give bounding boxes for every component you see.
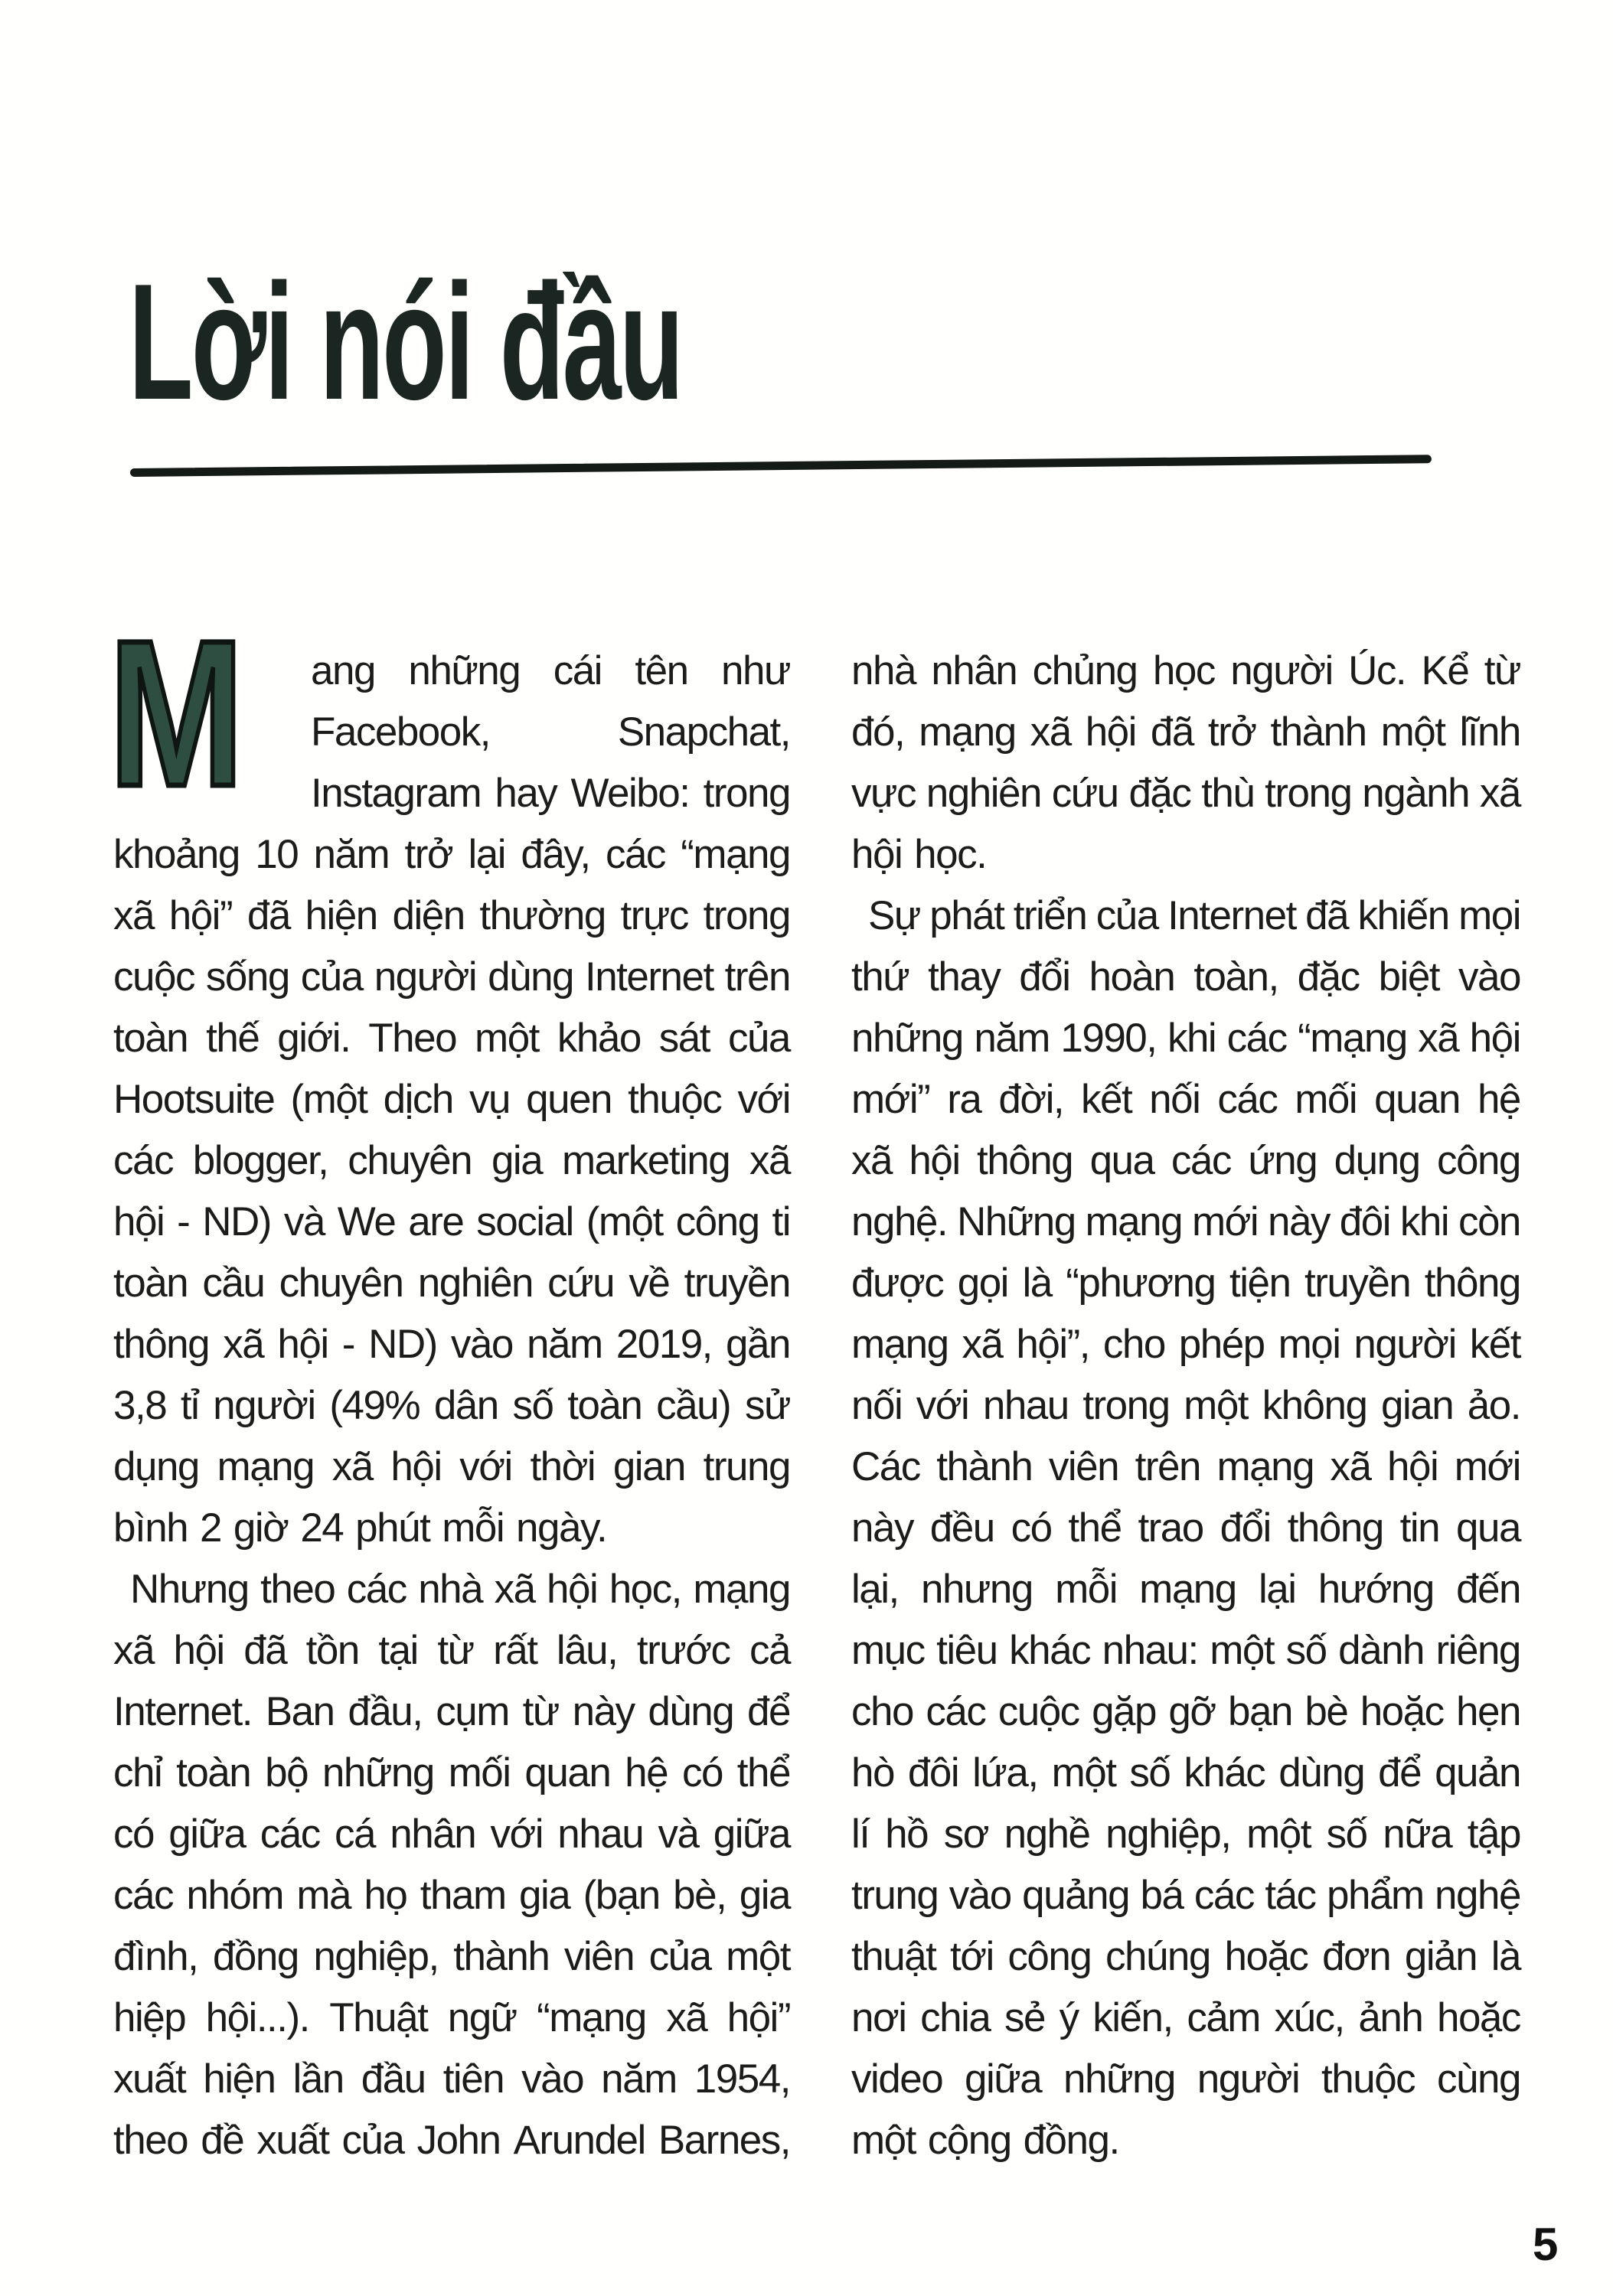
text-line: đó, mạng xã hội đã trở thành một lĩnh xyxy=(851,709,1520,755)
text-line: hiệp hội...). Thuật ngữ “mạng xã hội” xyxy=(113,1995,790,2040)
text-line: trung vào quảng bá các tác phẩm nghệ xyxy=(851,1873,1520,1918)
text-line: một cộng đồng. xyxy=(851,2118,1119,2163)
text-line: chỉ toàn bộ những mối quan hệ có thể xyxy=(113,1750,790,1795)
dropcap-letter: M xyxy=(109,597,244,830)
text-line: các blogger, chuyên gia marketing xã xyxy=(113,1138,790,1183)
text-line: xã hội” đã hiện diện thường trực trong xyxy=(113,893,790,938)
page-number: 5 xyxy=(1533,2219,1559,2270)
text-line: hò đôi lứa, một số khác dùng để quản xyxy=(851,1750,1520,1795)
text-line: hội - ND) và We are social (một công ti xyxy=(113,1199,790,1244)
text-line: Nhưng theo các nhà xã hội học, mạng xyxy=(130,1567,790,1612)
text-line: các nhóm mà họ tham gia (bạn bè, gia xyxy=(113,1873,790,1918)
text-line: thông xã hội - ND) vào năm 2019, gần xyxy=(113,1322,790,1367)
text-line: theo đề xuất của John Arundel Barnes, xyxy=(113,2118,790,2163)
text-line: Sự phát triển của Internet đã khiến mọi xyxy=(868,893,1520,938)
text-line: mục tiêu khác nhau: một số dành riêng xyxy=(851,1628,1520,1673)
text-line: đình, đồng nghiệp, thành viên của một xyxy=(113,1934,790,1979)
text-line: những năm 1990, khi các “mạng xã hội xyxy=(851,1016,1520,1061)
text-line: có giữa các cá nhân với nhau và giữa xyxy=(113,1812,790,1857)
text-line: khoảng 10 năm trở lại đây, các “mạng xyxy=(113,832,790,877)
text-line: nơi chia sẻ ý kiến, cảm xúc, ảnh hoặc xyxy=(851,1995,1520,2040)
text-line: mới” ra đời, kết nối các mối quan hệ xyxy=(851,1077,1520,1122)
text-line: xuất hiện lần đầu tiên vào năm 1954, xyxy=(113,2056,790,2102)
right-text-column xyxy=(851,641,1520,2171)
text-line: thứ thay đổi hoàn toàn, đặc biệt vào xyxy=(851,954,1520,1000)
text-line: cuộc sống của người dùng Internet trên xyxy=(113,954,790,1000)
text-line: hội học. xyxy=(851,832,987,877)
text-line: dụng mạng xã hội với thời gian trung xyxy=(113,1444,790,1489)
title-underline-rule xyxy=(130,455,1432,477)
text-line: thuật tới công chúng hoặc đơn giản là xyxy=(851,1934,1520,1979)
text-line: nghệ. Những mạng mới này đôi khi còn xyxy=(851,1199,1520,1244)
text-line: lại, nhưng mỗi mạng lại hướng đến xyxy=(851,1567,1520,1612)
text-line: video giữa những người thuộc cùng xyxy=(851,2056,1520,2102)
left-text-column xyxy=(113,641,790,2171)
text-line: 3,8 tỉ người (49% dân số toàn cầu) sử xyxy=(113,1383,790,1428)
text-line: toàn thế giới. Theo một khảo sát của xyxy=(113,1016,790,1061)
text-line: nhà nhân chủng học người Úc. Kể từ xyxy=(851,648,1520,693)
page-title: Lời nói đầu xyxy=(129,249,682,434)
text-line: Internet. Ban đầu, cụm từ này dùng để xyxy=(113,1689,790,1734)
text-line: cho các cuộc gặp gỡ bạn bè hoặc hẹn xyxy=(851,1689,1520,1734)
text-line: mạng xã hội”, cho phép mọi người kết xyxy=(851,1322,1520,1367)
text-line: bình 2 giờ 24 phút mỗi ngày. xyxy=(113,1505,607,1551)
text-line: vực nghiên cứu đặc thù trong ngành xã xyxy=(851,771,1520,816)
text-line: xã hội thông qua các ứng dụng công xyxy=(851,1138,1520,1183)
text-line: này đều có thể trao đổi thông tin qua xyxy=(851,1505,1520,1551)
text-line: toàn cầu chuyên nghiên cứu về truyền xyxy=(113,1261,790,1306)
text-line: Instagram hay Weibo: trong xyxy=(311,771,790,816)
text-line: Facebook, Snapchat, xyxy=(311,709,790,755)
text-line: ang những cái tên như xyxy=(311,648,790,693)
text-line: Các thành viên trên mạng xã hội mới xyxy=(851,1444,1520,1489)
text-line: xã hội đã tồn tại từ rất lâu, trước cả xyxy=(113,1628,790,1673)
text-line: Hootsuite (một dịch vụ quen thuộc với xyxy=(113,1077,790,1122)
text-line: được gọi là “phương tiện truyền thông xyxy=(851,1261,1520,1306)
text-line: lí hồ sơ nghề nghiệp, một số nữa tập xyxy=(851,1812,1520,1857)
text-line: nối với nhau trong một không gian ảo. xyxy=(851,1383,1520,1428)
